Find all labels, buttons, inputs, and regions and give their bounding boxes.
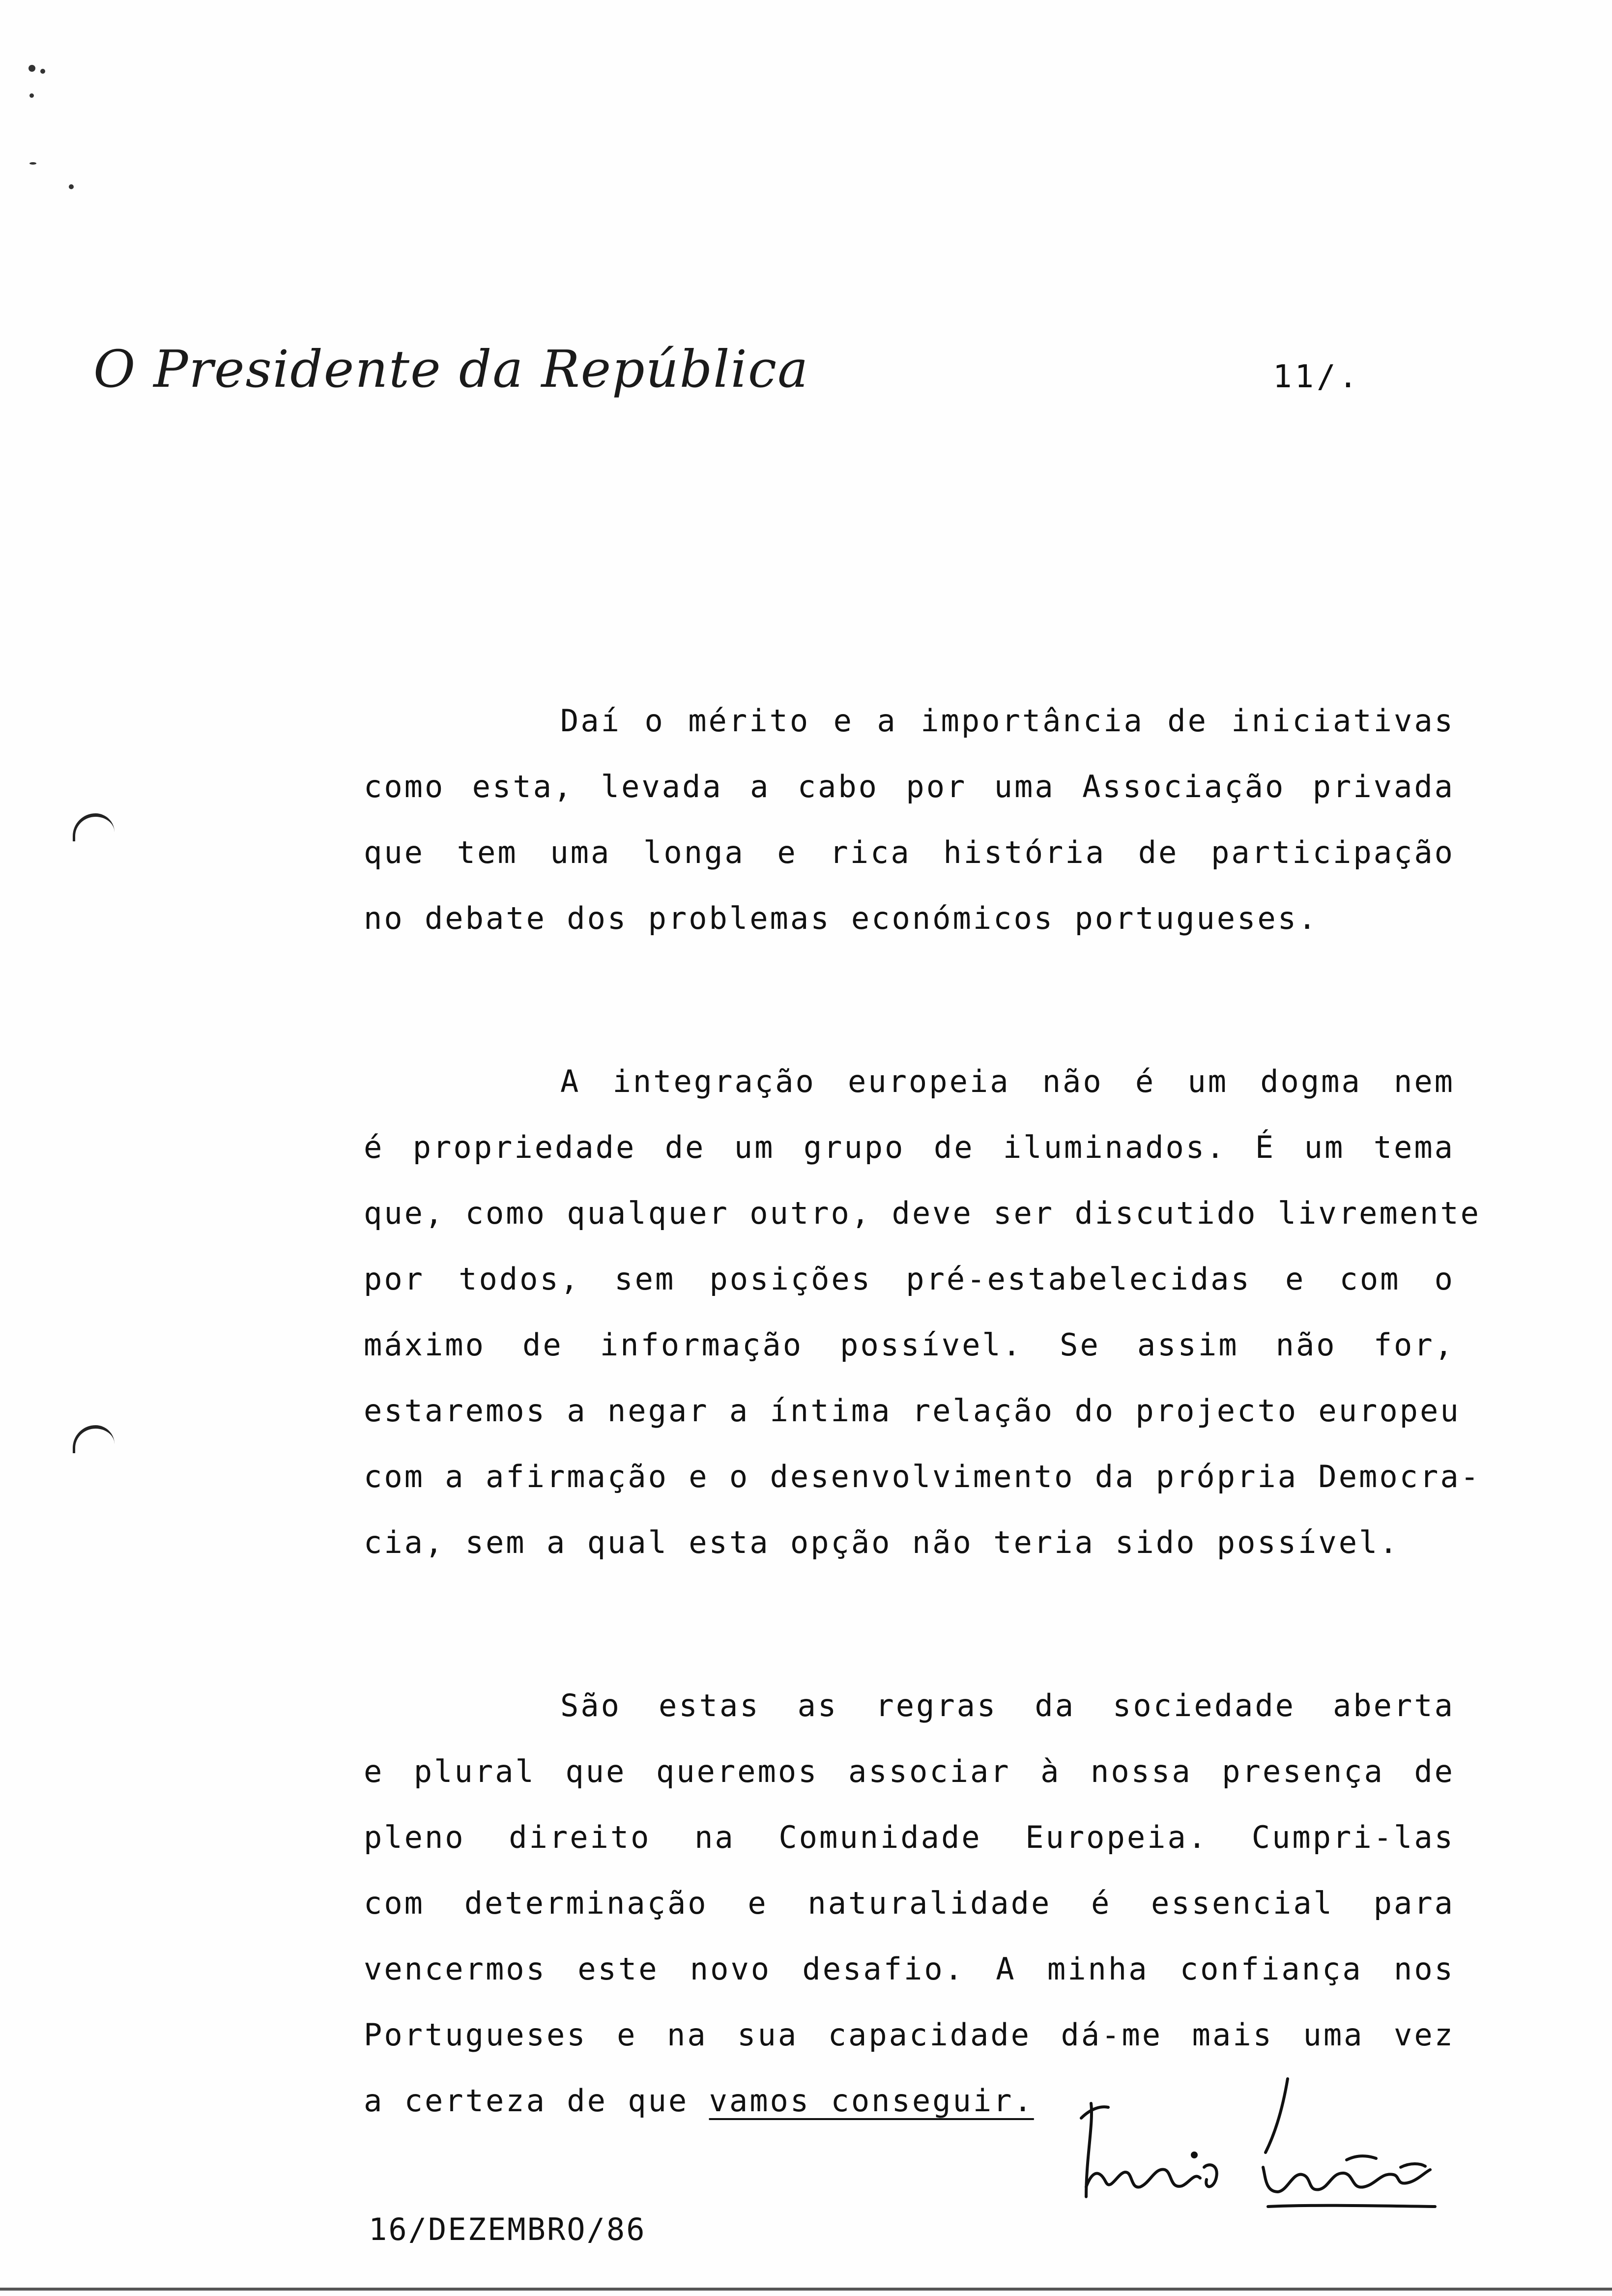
page-edge <box>0 2288 1612 2291</box>
text-line: A integração europeia não é um dogma nem <box>560 1063 1455 1099</box>
text-line: no debate dos problemas económicos portugueses. <box>364 900 1319 936</box>
text-line: máximo de informação possível. Se assim não for, <box>364 1327 1455 1363</box>
speck <box>69 184 74 189</box>
paragraph-1 <box>364 688 1455 951</box>
letter-body <box>364 688 1481 2231</box>
text-line: por todos, sem posições pré-estabelecidas e com o <box>364 1261 1455 1297</box>
text-line: com a afirmação e o desenvolvimento da própria Democra- <box>364 1459 1481 1494</box>
punch-hole-bottom <box>73 1425 115 1453</box>
speck <box>29 162 36 165</box>
text-line: pleno direito na Comunidade Europeia. Cumpri-las <box>364 1819 1455 1855</box>
letterhead: O Presidente da República <box>93 339 809 399</box>
closing-underlined-text: vamos conseguir. <box>709 2083 1034 2119</box>
speck <box>40 69 45 74</box>
paragraph-2 <box>364 1049 1481 1576</box>
closing-text: a certeza de que <box>364 2083 709 2119</box>
document-date: 16/DEZEMBRO/86 <box>369 2211 646 2247</box>
text-line: cia, sem a qual esta opção não teria sido possível. <box>364 1524 1400 1560</box>
page-number: 11/. <box>1273 359 1361 395</box>
punch-hole-top <box>73 813 115 841</box>
text-line: Daí o mérito e a importância de iniciativas <box>560 703 1455 739</box>
speck <box>29 93 34 98</box>
text-line: São estas as regras da sociedade aberta <box>560 1688 1455 1723</box>
speck <box>29 65 35 72</box>
text-line: e plural que queremos associar à nossa presença de <box>364 1753 1455 1789</box>
text-line: como esta, levada a cabo por uma Associação privada <box>364 769 1455 804</box>
text-line: Portugueses e na sua capacidade dá-me mais uma vez <box>364 2017 1455 2053</box>
text-line: com determinação e naturalidade é essencial para <box>364 1885 1455 1921</box>
text-line: que tem uma longa e rica história de participação <box>364 834 1455 870</box>
text-line: que, como qualquer outro, deve ser discutido livremente <box>364 1195 1481 1231</box>
text-line: estaremos a negar a íntima relação do projecto europeu <box>364 1393 1461 1429</box>
text-line: é propriedade de um grupo de iluminados. É um tema <box>364 1129 1455 1165</box>
signature <box>1071 2049 1445 2216</box>
text-line: vencermos este novo desafio. A minha confiança nos <box>364 1951 1455 1987</box>
